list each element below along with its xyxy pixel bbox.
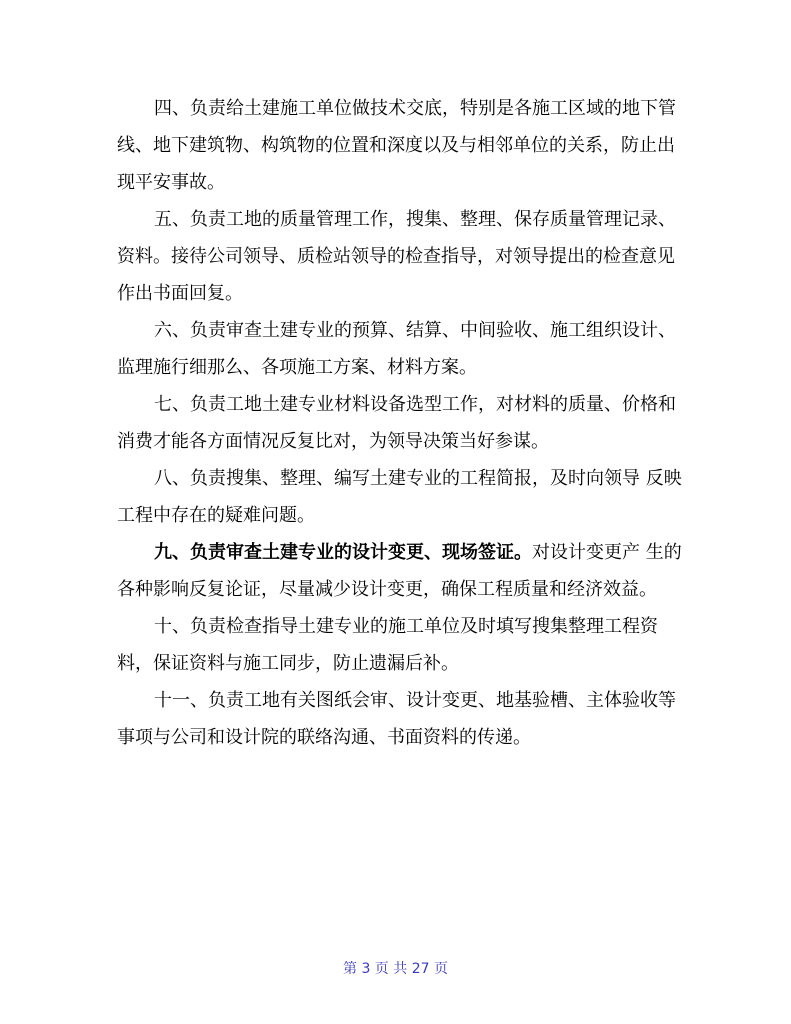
paragraph-6: 六、负责审查土建专业的预算、结算、中间验收、施工组织设计、监理施行细那么、各项施工方案、材料方案。 [117, 320, 676, 378]
paragraph-11: 十一、负责工地有关图纸会审、设计变更、地基验槽、主体验收等事项与公司和设计院的联络沟通、书面资料的传递。 [117, 690, 676, 748]
paragraph-8: 八、负责搜集、整理、编写土建专业的工程简报，及时向领导 反映工程中存在的疑难问题。 [117, 468, 682, 526]
paragraph-7: 七、负责工地土建专业材料设备选型工作，对材料的质量、价格和消费才能各方面情况反复比对，为领导决策当好参谋。 [117, 394, 676, 452]
page-footer: 第 3 页 共 27 页 [343, 961, 448, 977]
paragraph-9-heading: 九、负责审查土建专业的设计变更、现场签证。 [154, 542, 532, 563]
paragraph-4: 四、负责给土建施工单位做技术交底，特别是各施工区域的地下管线、地下建筑物、构筑物的位置和深度以及与相邻单位的关系，防止出现平安事故。 [117, 98, 676, 193]
paragraph-5: 五、负责工地的质量管理工作，搜集、整理、保存质量管理记录、资料。接待公司领导、质检站领导的检查指导，对领导提出的检查意见作出书面回复。 [117, 209, 676, 304]
paragraph-10: 十、负责检查指导土建专业的施工单位及时填写搜集整理工程资料，保证资料与施工同步，防止遗漏后补。 [117, 616, 658, 674]
paragraph-9 [117, 534, 687, 608]
document-body [117, 90, 687, 756]
paragraph-9-body: 对设计变更产 生的各种影响反复论证，尽量减少设计变更，确保工程质量和经济效益。 [117, 542, 682, 600]
